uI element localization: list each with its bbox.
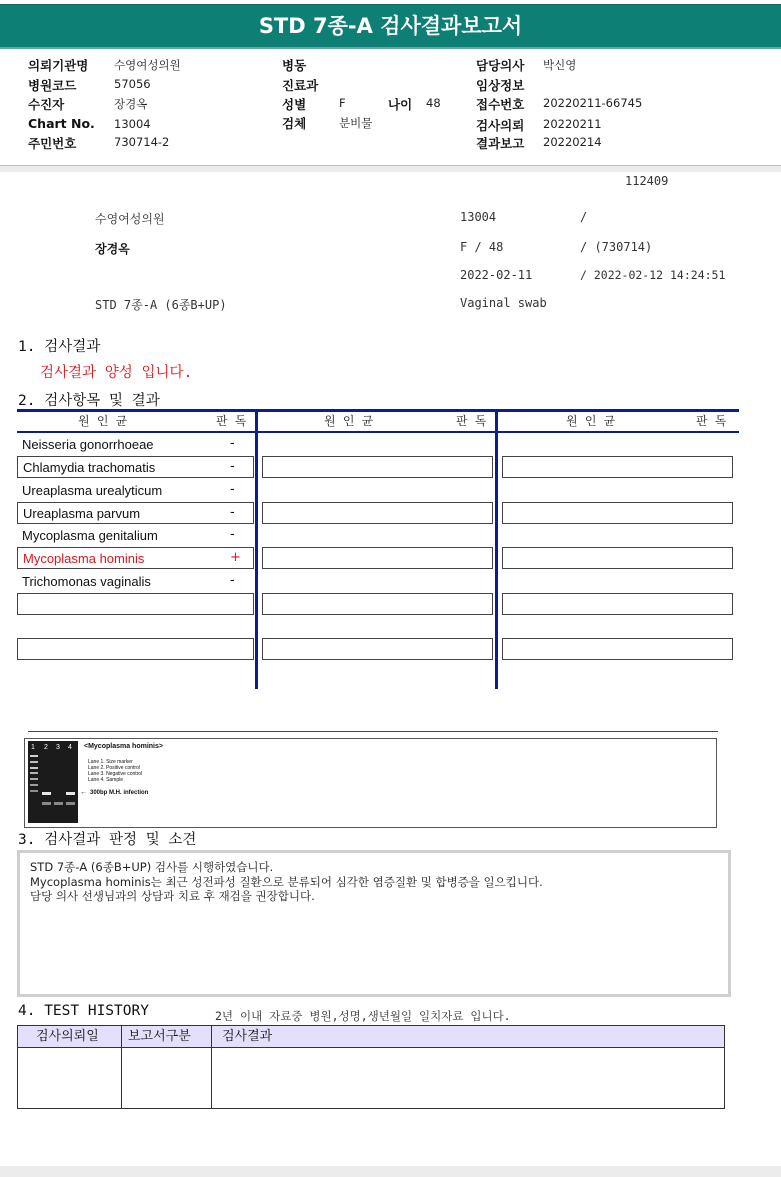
doctor-value: 박신영 [543, 58, 577, 72]
organism-mycoplasma-hominis: Mycoplasma hominis [23, 551, 145, 566]
ward-label: 병동 [282, 58, 307, 73]
result-neisseria-gonorrhoeae: - [230, 436, 235, 451]
request-label: 검사의뢰 [476, 118, 525, 133]
history-note: 2년 이내 자료중 병원,성명,생년월일 일치자료 입니다. [215, 1009, 511, 1023]
cell-box [502, 593, 733, 615]
table-col-divider-1 [255, 412, 258, 689]
section2-title: 2. 검사항목 및 결과 [18, 393, 160, 409]
svg-text:4: 4 [68, 744, 72, 751]
gel-title: <Mycoplasma hominis> [84, 743, 163, 750]
cell-box [502, 547, 733, 569]
organism-ureaplasma-parvum: Ureaplasma parvum [23, 506, 141, 521]
page-footer [0, 1166, 781, 1177]
section4-title: 4. TEST HISTORY [18, 1003, 149, 1019]
hospital-code-value: 57056 [114, 77, 151, 91]
cell-box [262, 547, 493, 569]
finding-line-2: Mycoplasma hominis는 최근 성전파성 질환으로 분류되어 심각한 염증질환 및 합병증을 일으킵니다. [30, 875, 543, 889]
sex-value: F [339, 96, 346, 110]
findings-box [17, 850, 731, 997]
header-info [0, 49, 781, 166]
specimen-value: 분비물 [339, 116, 373, 130]
report-date-value: 20220214 [543, 135, 602, 149]
col-judgment-1: 판 독 [216, 414, 247, 428]
gel-arrow-label: 300bp M.H. infection [90, 790, 149, 796]
age-value: 48 [426, 96, 441, 110]
cell-box [17, 593, 254, 615]
result-chlamydia-trachomatis: - [230, 459, 235, 474]
summary-specimen: Vaginal swab [460, 296, 547, 310]
result-positive-text: 검사결과 양성 입니다. [40, 365, 193, 381]
report-date-label: 결과보고 [476, 136, 525, 151]
cell-box [262, 502, 493, 524]
svg-text:3: 3 [56, 744, 60, 751]
col-organism-3: 원 인 균 [566, 414, 616, 428]
age-label: 나이 [388, 97, 413, 112]
receipt-value: 20220211-66745 [543, 96, 643, 110]
gel-top-rule [28, 731, 718, 732]
institution-label: 의뢰기관명 [28, 58, 89, 73]
cell-box [262, 456, 493, 478]
col-organism-1: 원 인 균 [78, 414, 128, 428]
organism-mycoplasma-genitalium: Mycoplasma genitalium [22, 528, 158, 543]
history-header [18, 1026, 724, 1048]
doctor-label: 담당의사 [476, 58, 525, 73]
cell-box [502, 456, 733, 478]
gel-legend-4: Lane 4. Sample [88, 777, 124, 783]
history-table [17, 1025, 725, 1109]
summary-patient: 장경옥 [95, 242, 130, 256]
specimen-label: 검체 [282, 116, 307, 131]
organism-chlamydia-trachomatis: Chlamydia trachomatis [23, 460, 156, 475]
history-col-request-date: 검사의뢰일 [36, 1029, 99, 1044]
chart-value: 13004 [114, 117, 151, 131]
finding-line-1: STD 7종-A (6종B+UP) 검사를 시행하였습니다. [30, 860, 274, 874]
gel-frame [24, 738, 717, 828]
summary-slash: / [580, 210, 588, 224]
finding-line-3: 담당 의사 선생님과의 상담과 치료 후 재검을 권장합니다. [30, 889, 315, 903]
col-organism-2: 원 인 균 [324, 414, 374, 428]
header-shadow [0, 166, 781, 172]
hospital-code-label: 병원코드 [28, 78, 77, 93]
history-col-result: 검사결과 [222, 1029, 273, 1044]
organism-ureaplasma-urealyticum: Ureaplasma urealyticum [22, 483, 163, 498]
resident-label: 주민번호 [28, 136, 77, 151]
cell-box [262, 638, 493, 660]
col-judgment-2: 판 독 [456, 414, 487, 428]
gel-legend-2: Lane 2. Positive control [88, 765, 140, 771]
gel-image [28, 741, 78, 823]
result-ureaplasma-parvum: - [230, 505, 235, 520]
cell-box [262, 593, 493, 615]
cell-box [502, 638, 733, 660]
summary-sample-date: 2022-02-11 [460, 268, 533, 282]
summary-test: STD 7종-A (6종B+UP) [95, 298, 227, 312]
summary-birth: / (730714) [580, 240, 653, 254]
section1-title: 1. 검사결과 [18, 339, 101, 355]
summary-report-datetime: / 2022-02-12 14:24:51 [580, 268, 726, 282]
patient-label: 수진자 [28, 97, 65, 112]
organism-neisseria-gonorrhoeae: Neisseria gonorrhoeae [22, 437, 154, 452]
result-trichomonas-vaginalis: - [230, 573, 235, 588]
request-value: 20220211 [543, 117, 602, 131]
table-head-rule [17, 431, 739, 433]
section3-title: 3. 검사결과 판정 및 소견 [18, 832, 197, 848]
summary-chart: 13004 [460, 210, 497, 224]
patient-value: 장경옥 [114, 97, 148, 111]
gel-legend-3: Lane 3. Negative control [88, 771, 143, 777]
cell-box [17, 638, 254, 660]
history-col-report-type: 보고서구분 [128, 1029, 191, 1044]
svg-text:2: 2 [44, 744, 48, 751]
col-judgment-3: 판 독 [696, 414, 727, 428]
cell-box [502, 502, 733, 524]
clinical-label: 임상정보 [476, 78, 525, 93]
table-col-divider-2 [495, 412, 498, 689]
gel-arrow-icon: ← [80, 789, 87, 796]
organism-trichomonas-vaginalis: Trichomonas vaginalis [22, 574, 151, 589]
result-ureaplasma-urealyticum: - [230, 482, 235, 497]
dept-label: 진료과 [282, 78, 319, 93]
sex-label: 성별 [282, 97, 307, 112]
gel-legend-1: Lane 1. Size marker [88, 759, 133, 765]
report-title: STD 7종-A 검사결과보고서 [0, 4, 781, 47]
report-number: 112409 [625, 174, 669, 188]
svg-text:1: 1 [31, 744, 35, 751]
result-mycoplasma-genitalium: - [230, 527, 235, 542]
institution-value: 수영여성의원 [114, 58, 181, 72]
receipt-label: 접수번호 [476, 97, 525, 112]
result-mycoplasma-hominis: + [230, 550, 241, 565]
resident-value: 730714-2 [114, 135, 170, 149]
summary-sex-age: F / 48 [460, 240, 504, 254]
gel-bands [28, 741, 78, 823]
history-divider [121, 1026, 122, 1108]
chart-label: Chart No. [28, 116, 95, 131]
summary-clinic: 수영여성의원 [95, 212, 165, 226]
history-divider [211, 1026, 212, 1108]
